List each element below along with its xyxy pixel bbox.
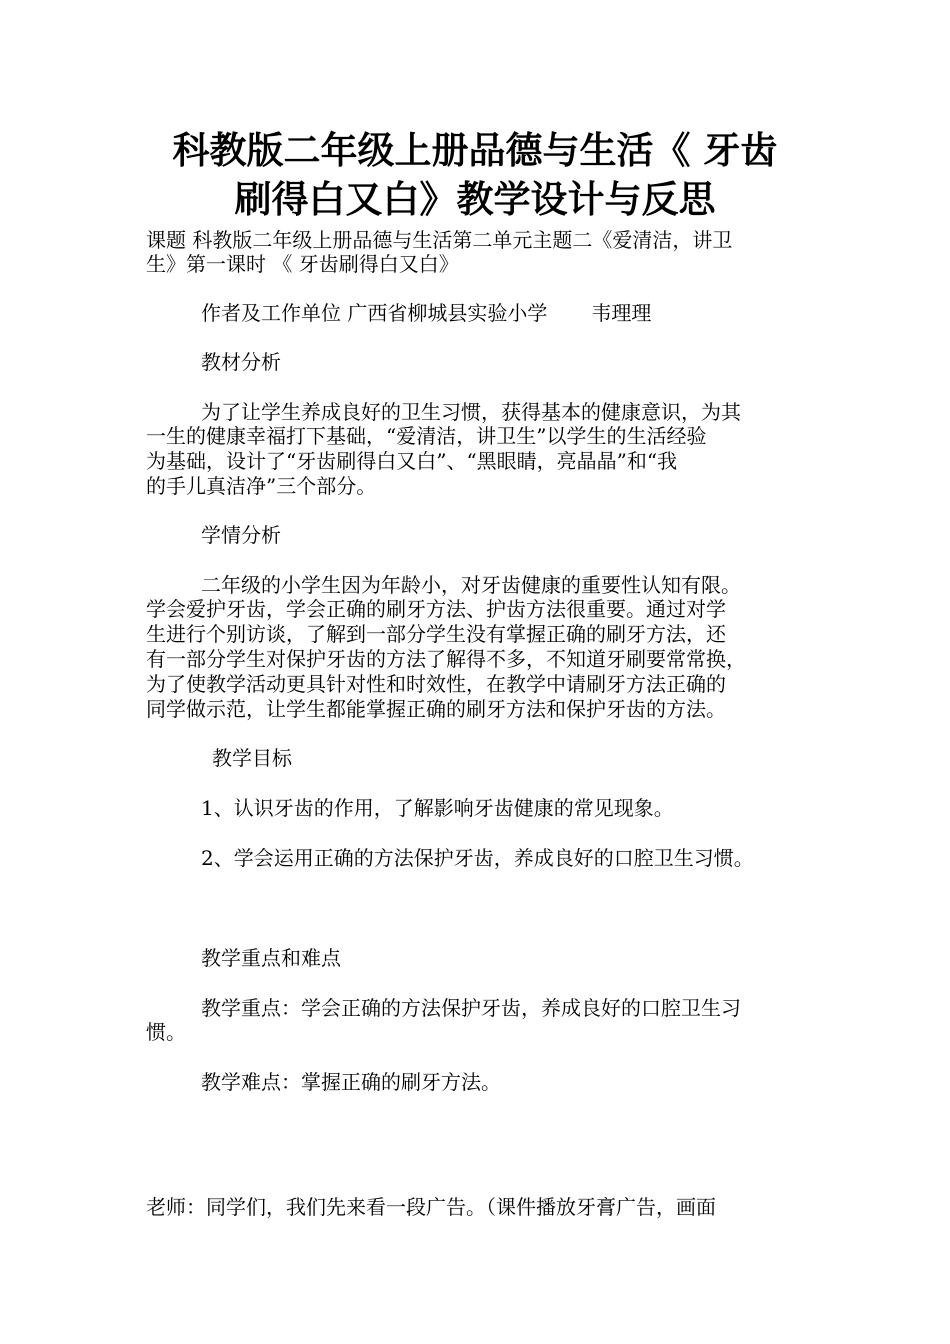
material-line-2: 一生的健康幸福打下基础，“爱清洁，讲卫生”以学生的生活经验 — [146, 424, 707, 448]
objective-item-1: 1、认识牙齿的作用，了解影响牙齿健康的常见现象。 — [201, 796, 674, 820]
document-title-line-1: 科教版二年级上册品德与生活《 牙齿 — [172, 129, 778, 172]
students-line-3: 生进行个别访谈，了解到一部分学生没有掌握正确的刷牙方法，还 — [146, 622, 726, 646]
document-title-line-2: 刷得白又白》教学设计与反思 — [234, 178, 716, 221]
material-line-3: 为基础，设计了“牙齿刷得白又白”、“黑眼睛，亮晶晶”和“我 — [146, 449, 678, 473]
students-line-5: 为了使教学活动更具针对性和时效性，在教学中请刷牙方法正确的 — [146, 672, 726, 696]
material-line-4: 的手儿真洁净”三个部分。 — [146, 474, 377, 498]
key-point-line-1: 教学重点：学会正确的方法保护牙齿，养成良好的口腔卫生习 — [201, 996, 741, 1020]
key-point-line-2: 惯。 — [146, 1020, 186, 1044]
students-line-4: 有一部分学生对保护牙齿的方法了解得不多，不知道牙刷要常常换， — [146, 647, 746, 671]
students-line-2: 学会爱护牙齿，学会正确的刷牙方法、护齿方法很重要。通过对学 — [146, 597, 726, 621]
material-line-1: 为了让学生养成良好的卫生习惯，获得基本的健康意识，为其 — [201, 400, 741, 424]
objectives-heading: 教学目标 — [212, 746, 292, 770]
material-heading: 教材分析 — [201, 350, 281, 374]
author-name: 韦理理 — [591, 301, 652, 325]
lesson-line-2: 生》第一课时 《 牙齿刷得白又白》 — [146, 252, 459, 276]
students-line-6: 同学做示范，让学生都能掌握正确的刷牙方法和保护牙齿的方法。 — [146, 697, 726, 721]
focus-heading: 教学重点和难点 — [201, 946, 341, 970]
students-heading: 学情分析 — [201, 523, 281, 547]
author-line — [201, 301, 651, 325]
author-label: 作者及工作单位 广西省柳城县实验小学 — [201, 301, 548, 325]
dialogue-line-1: 老师：同学们，我们先来看一段广告。（课件播放牙膏广告，画面 — [146, 1195, 716, 1219]
students-line-1: 二年级的小学生因为年龄小，对牙齿健康的重要性认知有限。 — [201, 573, 741, 597]
difficulty-line: 教学难点：掌握正确的刷牙方法。 — [201, 1070, 501, 1094]
lesson-line-1: 课题 科教版二年级上册品德与生活第二单元主题二《爱清洁，讲卫 — [146, 228, 733, 252]
objective-item-2: 2、学会运用正确的方法保护牙齿，养成良好的口腔卫生习惯。 — [201, 846, 754, 870]
